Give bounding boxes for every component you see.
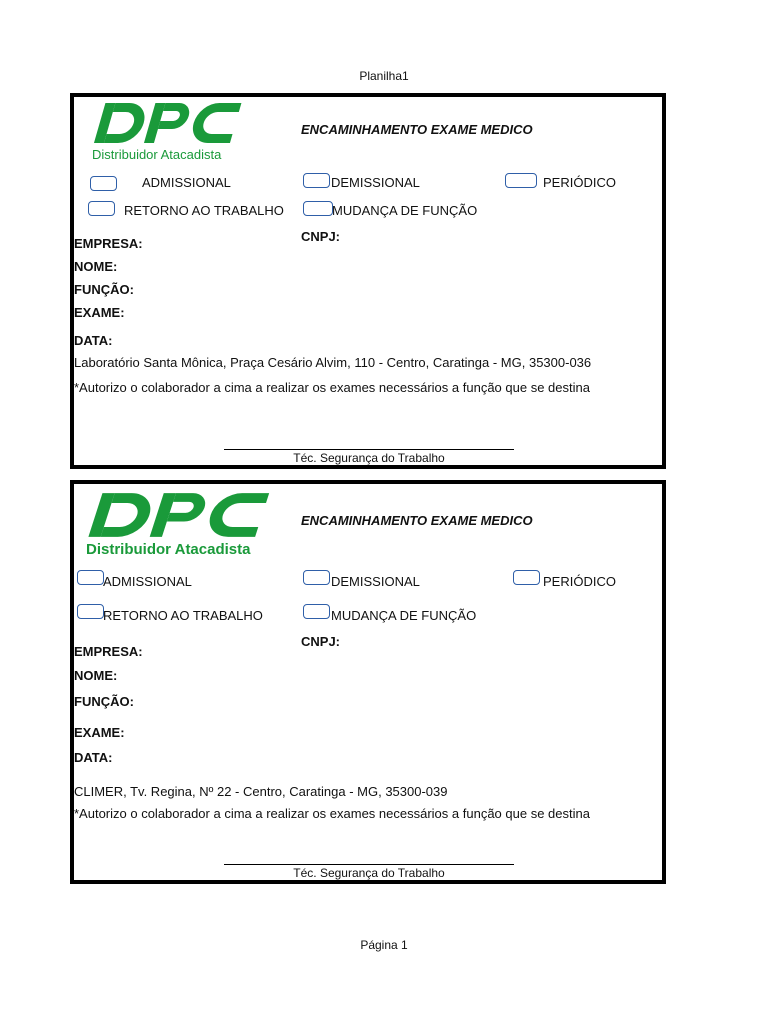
funcao-label: FUNÇÃO:: [74, 694, 134, 709]
exame-label: EXAME:: [74, 305, 125, 320]
data-label: DATA:: [74, 333, 113, 348]
form-title: ENCAMINHAMENTO EXAME MEDICO: [301, 122, 533, 137]
company-logo: [86, 491, 286, 557]
form-title: ENCAMINHAMENTO EXAME MEDICO: [301, 513, 533, 528]
logo-subtitle: Distribuidor Atacadista: [92, 147, 222, 162]
cnpj-label: CNPJ:: [301, 634, 341, 649]
retorno-label: RETORNO AO TRABALHO: [103, 608, 263, 623]
retorno-checkbox[interactable]: [88, 201, 115, 216]
periodico-label: PERIÓDICO: [543, 175, 616, 190]
demissional-checkbox[interactable]: [303, 570, 330, 585]
empresa-label: EMPRESA:: [74, 644, 143, 659]
demissional-label: DEMISSIONAL: [331, 175, 420, 190]
clinic-address: Laboratório Santa Mônica, Praça Cesário Alvim, 110 - Centro, Caratinga - MG, 35300-036: [74, 355, 592, 370]
periodico-checkbox[interactable]: [505, 173, 537, 188]
company-logo: [92, 101, 262, 162]
retorno-checkbox[interactable]: [77, 604, 104, 619]
page-header: Planilha1: [359, 69, 409, 83]
mudanca-funcao-label: MUDANÇA DE FUNÇÃO: [332, 203, 478, 218]
periodico-label: PERIÓDICO: [543, 574, 616, 589]
cnpj-label: CNPJ:: [301, 229, 341, 244]
mudanca-funcao-checkbox[interactable]: [303, 201, 333, 216]
signature-title: Téc. Segurança do Trabalho: [293, 866, 445, 880]
admissional-label: ADMISSIONAL: [103, 574, 192, 589]
page-footer: Página 1: [360, 938, 408, 952]
signature-line: [224, 449, 514, 450]
periodico-checkbox[interactable]: [513, 570, 540, 585]
nome-label: NOME:: [74, 259, 118, 274]
clinic-address: CLIMER, Tv. Regina, Nº 22 - Centro, Caratinga - MG, 35300-039: [74, 784, 448, 799]
admissional-label: ADMISSIONAL: [142, 175, 231, 190]
exam-referral-form-2: [70, 480, 666, 884]
admissional-checkbox[interactable]: [90, 176, 117, 191]
mudanca-funcao-label: MUDANÇA DE FUNÇÃO: [331, 608, 477, 623]
dpc-logo-graphic: [86, 491, 276, 539]
demissional-label: DEMISSIONAL: [331, 574, 420, 589]
nome-label: NOME:: [74, 668, 118, 683]
data-label: DATA:: [74, 750, 113, 765]
mudanca-funcao-checkbox[interactable]: [303, 604, 330, 619]
logo-subtitle: Distribuidor Atacadista: [86, 541, 251, 558]
empresa-label: EMPRESA:: [74, 236, 143, 251]
authorization-text: *Autorizo o colaborador a cima a realizar os exames necessários a função que se destina: [74, 806, 590, 821]
signature-title: Téc. Segurança do Trabalho: [293, 451, 445, 465]
dpc-logo-graphic: [92, 101, 247, 145]
funcao-label: FUNÇÃO:: [74, 282, 134, 297]
exame-label: EXAME:: [74, 725, 125, 740]
exam-referral-form-1: [70, 93, 666, 469]
admissional-checkbox[interactable]: [77, 570, 104, 585]
authorization-text: *Autorizo o colaborador a cima a realizar os exames necessários a função que se destina: [74, 380, 590, 395]
retorno-label: RETORNO AO TRABALHO: [124, 203, 284, 218]
demissional-checkbox[interactable]: [303, 173, 330, 188]
signature-line: [224, 864, 514, 865]
